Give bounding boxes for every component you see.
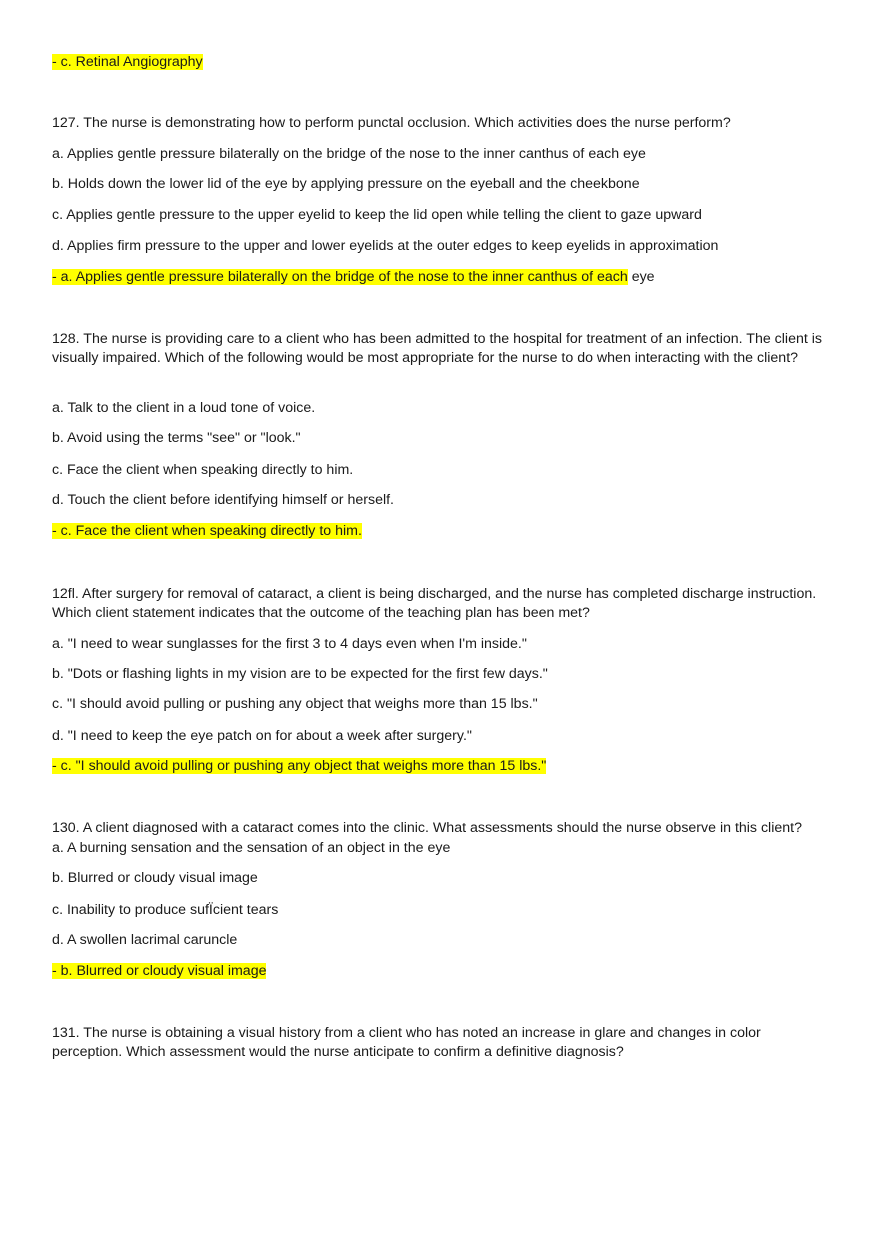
q129-option-a: a. "I need to wear sunglasses for the first 3 to 4 days even when I'm inside."	[52, 636, 527, 652]
q127-option-a: a. Applies gentle pressure bilaterally on the bridge of the nose to the inner canthus of each eye	[52, 146, 646, 162]
q129-answer: - c. "I should avoid pulling or pushing any object that weighs more than 15 lbs."	[52, 758, 547, 774]
previous-answer: - c. Retinal Angiography	[52, 54, 203, 70]
question-130: 130. A client diagnosed with a cataract comes into the clinic. What assessments should the nurse observe in this client?	[52, 820, 802, 836]
q129-option-b: b. "Dots or flashing lights in my vision are to be expected for the first few days."	[52, 666, 548, 682]
q129-option-c: c. "I should avoid pulling or pushing any object that weighs more than 15 lbs."	[52, 696, 538, 712]
q127-answer-highlight: - a. Applies gentle pressure bilaterally on the bridge of the nose to the inner canthus of each	[52, 269, 628, 285]
q127-answer	[52, 268, 655, 287]
q130-option-c: c. Inability to produce sufÏcient tears	[52, 902, 279, 918]
q128-option-c: c. Face the client when speaking directly to him.	[52, 462, 354, 478]
q128-answer: - c. Face the client when speaking directly to him.	[52, 523, 362, 539]
q130-option-d: d. A swollen lacrimal caruncle	[52, 932, 238, 948]
q127-option-d: d. Applies firm pressure to the upper and lower eyelids at the outer edges to keep eyelids in approximation	[52, 238, 719, 254]
q128-option-d: d. Touch the client before identifying himself or herself.	[52, 492, 395, 508]
q127-answer-tail: eye	[627, 269, 655, 285]
q128-option-a: a. Talk to the client in a loud tone of voice.	[52, 400, 316, 416]
question-129: 12fl. After surgery for removal of cataract, a client is being discharged, and the nurse has completed discharge instruction. Which client statement indicates that the outcome of the teaching plan has been met?	[52, 586, 817, 621]
q130-option-a: a. A burning sensation and the sensation of an object in the eye	[52, 840, 451, 856]
q130-answer: - b. Blurred or cloudy visual image	[52, 963, 267, 979]
q130-option-b: b. Blurred or cloudy visual image	[52, 870, 258, 886]
q127-option-c: c. Applies gentle pressure to the upper eyelid to keep the lid open while telling the client to gaze upward	[52, 207, 702, 223]
q129-option-d: d. "I need to keep the eye patch on for about a week after surgery."	[52, 728, 472, 744]
question-131: 131. The nurse is obtaining a visual history from a client who has noted an increase in glare and changes in color perception. Which assessment would the nurse anticipate to confirm a definitive diagnosis?	[52, 1025, 761, 1060]
q128-option-b: b. Avoid using the terms "see" or "look."	[52, 430, 301, 446]
question-128: 128. The nurse is providing care to a client who has been admitted to the hospital for treatment of an infection. The client is visually impaired. Which of the following would be most appropriate for the nurse to do when interacting with the client?	[52, 331, 822, 366]
question-127: 127. The nurse is demonstrating how to perform punctal occlusion. Which activities does the nurse perform?	[52, 115, 731, 131]
q127-option-b: b. Holds down the lower lid of the eye by applying pressure on the eyeball and the cheekbone	[52, 176, 640, 192]
